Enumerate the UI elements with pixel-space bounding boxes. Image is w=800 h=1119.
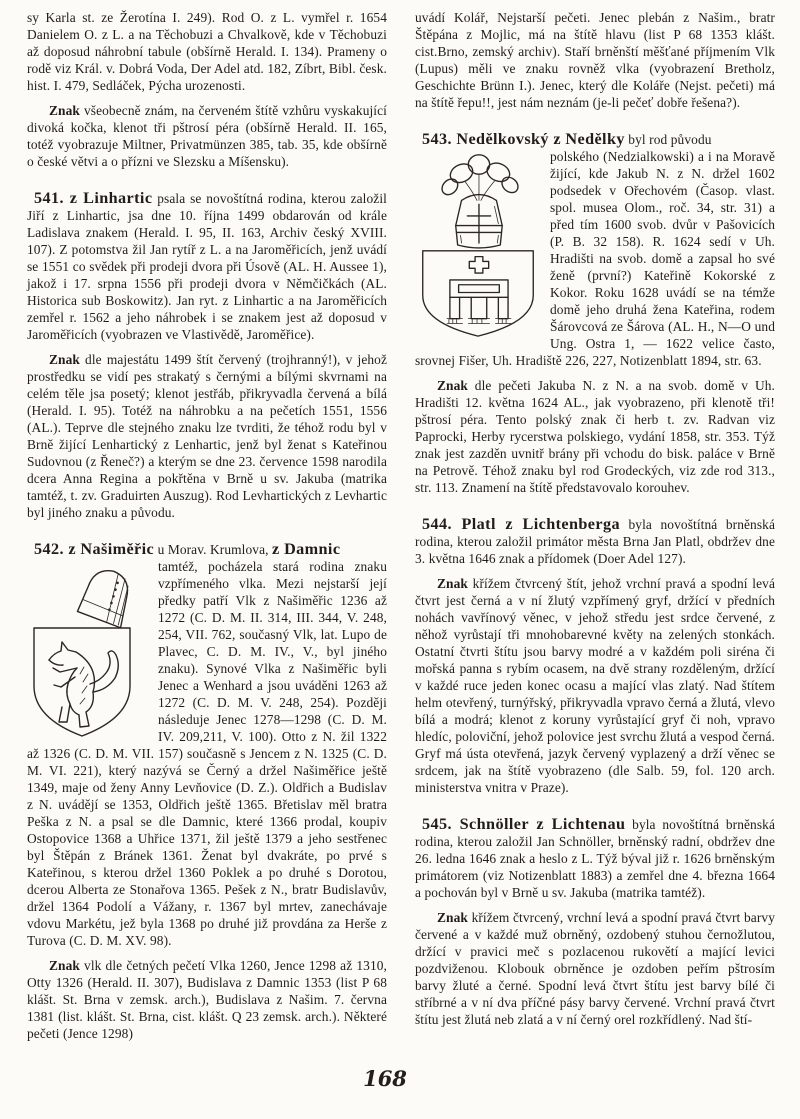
section-541-heading: 541. z Linhartic [34, 189, 153, 207]
znak-lead: Znak [437, 576, 468, 591]
section-542-heading: 542. z Našiměřic [34, 540, 155, 558]
section-544-heading: 544. Platl z Lichtenberga [422, 515, 620, 533]
coat-of-arms-542-wolf-rampant [27, 560, 149, 742]
paragraph-continuation [27, 9, 387, 94]
banner-gate-icon [447, 280, 511, 324]
section-542-heading-middle: u Morav. Krumlova, [154, 542, 273, 557]
znak-text: všeobecně znám, na červeném štítě vzhůru vyskakující divoká kočka, klenot tři pštrosí péra (obšírně Herald. II. 165, totéž vyobrazuje Miltner, Privatmünzen 385, tab. 35, kde obšírně o české větvi a o přízni ve Slezsku a Míšensku). [27, 103, 387, 169]
section-545-znak [415, 909, 775, 1028]
section-544-znak [415, 575, 775, 796]
znak-lead: Znak [49, 103, 80, 118]
section-542-text: tamtéž, pocházela stará rodina znaku vzpřímeného vlka. Mezi nejstarší její předky patří Vlk z Našiměřic 1236 až 1272 (C. D. M. II. 314, III. 344, V. 248, 254, VII. 762, současný Vlk, lat. Lupo de Plavec, C. D. M. IV., V., byl jiného znaku). Synové Vlka z Našiměřic byli Jenec a Wenhard a jsou uváděni 1263 až 1272 (C. D. M. V. 248, 254). Později následuje Jenec 1278—1298 (C. D. M. IV. 209,211, V. 100). Otto z N. žil 1322 až 1326 (C. D. M. VII. 157) současně s Jencem z N. 1325 (C. D. M. VI. 221), který nazývá se Černý a držel Našiměřice ještě 1349, maje od ženy Anny Levňovice (D. Z.). Oldřich a Budislav z N. uvádějí se 1353, Oldřich ještě 1365. Břetislav měl bratra Peška z N. a psal se dle Damnic, které 1366 prodal, koupiv Ostopovice 1368 a Uhřice 1371, žil ještě 1379 a jeho sestřenec byl Štěpán z Bránek 1361. Ženat byl dvakráte, po prvé s Kateřinou, s kterou držel 1360 Poklek a po druhé s Dorotou, dcerou Alberta ze Stonařova 1365. Pešek z N., bratr Budislavův, držel 1364 Podolí a Vážany, r. 1367 byl mrtev, zanechávaje vdovu Markétu, jež byla 1368 po druhé již provdána za Herše z Turova (C. D. M. XV. 98). [27, 559, 387, 948]
section-544-text: byla novoštítná brněnská rodina, kterou založil primátor města Brna Jan Platl, obdržev dne 3. května 1646 znak a přídomek (Doer Adel 127). [415, 517, 775, 566]
section-541-znak [27, 351, 387, 521]
left-column [27, 9, 387, 1067]
znak-lead: Znak [437, 910, 468, 925]
section-543-body [415, 148, 775, 369]
paragraph-continuation [415, 9, 775, 111]
section-544 [415, 516, 775, 567]
znak-text: vlk dle četných pečetí Vlka 1260, Jence 1298 až 1310, Otty 1326 (Herald. II. 307), Budislava z Damnic 1353 (list P 68 klášt. St. Brna v zemsk. arch.), Budislava z Našim. 7. června 1381 (list. klášt. St. Brna, cist. klášt. Q 23 zemsk. arch.). Některé pečeti (Jence 1298) [27, 958, 387, 1041]
right-column [415, 9, 775, 1067]
shield-icon [34, 628, 130, 736]
section-543-znak [415, 377, 775, 496]
section-541-text: psala se novoštítná rodina, kterou založil Jiří z Linhartic, jsa dne 10. října 1499 obdarován od krále Ladislava znakem (Herald. I. 95, II. 163, Archiv český XVIII. 107). Z potomstva žil Jan rytíř z L. a na Jaroměřicích, jenž uvádí se 1551 co svědek při prodeji dvora při Úsově (AL. H. Aussee 1), jakož i 17. srpna 1556 při prodeji dvora v Němčičkách (AL. Historica sub Boskowitz). Jan ryt. z Linhartic a na Jaroměřicích zemřel r. 1562 a jeho náhrobek i se znakem jest až doposud v Jaroměřicích (vyobrazen ve Vlastivědě, Jaroměřice). [27, 191, 387, 342]
section-543-text: polského (Nedzialkowski) a i na Moravě žijící, kde Jakub N. z N. držel 1602 podsedek v Ořechovém (Časop. vlast. spol. musea Olom., roč. 34, str. 31) a před tím 1600 svob. dvůr v Pašovicích (P. B. 32 158). R. 1624 sedí v Uh. Hradišti na svob. domě a zapsal ho své ženě (první?) Kateřině Kokorské z Kokor. Roku 1628 uvádí se na témže domě jeho druhá žena Kateřina, rodem Šárovcová ze Šárova (AL. H., N—O und Ung. Ostra 1, — 1622 velice často, srovnej Fišer, Uh. Hradiště 226, 227, Notizenblatt 1894, str. 63. [415, 149, 775, 368]
section-543-heading-line [415, 131, 775, 148]
paragraph-znak-kocka [27, 102, 387, 170]
section-545-text: byla novoštítná brněnská rodina, kterou založil Jan Schnöller, brněnský radní, obdržev dne 26. ledna 1646 znak a heslo z L. Týž býval již r. 1626 brněnským primátorem (viz Notizenblatt 1883) a zemřel dne 4. března 1664 a pochován byl v Brně u sv. Jakuba (matrika tamtéž). [415, 817, 775, 900]
cross-icon [469, 257, 488, 273]
znak-lead: Znak [49, 958, 80, 973]
coat-of-arms-543-helm-plumes-banner [415, 150, 541, 340]
page-number: 168 [363, 1066, 407, 1091]
znak-text: dle majestátu 1499 štít červený (trojhranný!), v jehož prostředku se vidí pes strakatý s černými a bílými skvrnami na celém těle jsa posetý; klenot jestřáb, přikryvadla červená a bílá (Herald. I. 95). Totéž na náhrobku a na pečetích 1551, 1556 (AL.). Teprve dle stejného znaku lze tvrditi, že téhož rodu byl v Brně žijící Lenhartický z Lenhartic, jenž byl ženat s Kateřinou Sudovnou (z Řeneč?) a kterým se dne 23. července 1598 narodila dcera Anna Regina a pokřtěna v Brně u sv. Jakuba (matrika tamtéž, t. zv. Graduirten Auszug). Rod Levhartických z Levhartic byl jiného znaku a původu. [27, 352, 387, 520]
ostrich-plumes-icon [439, 155, 521, 201]
znak-text: dle pečeti Jakuba N. z N. a na svob. domě v Uh. Hradišti 12. května 1624 AL., jak vyobrazeno, při klenotě tři! pštrosí péra. Tento polský znak či herb t. zv. Radvan viz Paprocki, Herby rycerstwa polskiego, vydání 1858, str. 353. Týž znak jest zazděn uvnitř brány při vchodu do bisk. paláce v Brně na Petrově. Téhož znaku byl rod Grodeckých, viz zde rod 313., str. 113. Znamení na štítě představovalo korouhev. [415, 378, 775, 495]
section-542-znak [27, 957, 387, 1042]
znak-lead: Znak [437, 378, 468, 393]
paragraph-continuation-text: sy Karla st. ze Žerotína I. 249). Rod O. z L. vymřel r. 1654 Danielem O. z L. a na Těchobuzi a Chvalkově, kde v Těchobuzi až doposud náhrobní tabule (obšírně Herald. I. 134). Prameny o rodě viz Král. v. Dobrá Voda, Der Adel atd. 182, Zíbrt, Bibl. česk. hist. I. 479, Sedláček, Pýcha urozenosti. [27, 10, 387, 93]
section-542-heading-2: z Damnic [272, 540, 341, 558]
section-542-body [27, 558, 387, 949]
section-545-heading: 545. Schnöller z Lichtenau [422, 815, 626, 833]
znak-text: křížem čtvrcený, vrchní levá a spodní pravá čtvrt barvy červené a v každé muž obrněný, ozdobený stuhou černožlutou, držící v pravici meč s pozlacenou rukovětí a mající levici pozdviženou. Klobouk obrněnce je ozdoben peřím pštrosím barvy žluté a černé. Spodní levá čtvrt štítu jest barvy bílé či stříbrné a v ní dva příčné pásy barvy červené. Vrchní pravá čtvrt štítu jest žlutá neb zlatá a v ní černý orel rozkřídlený. Nad ští- [415, 910, 775, 1027]
great-helm-icon [456, 195, 503, 248]
section-545 [415, 816, 775, 901]
znak-lead: Znak [49, 352, 80, 367]
section-543-lead-text: byl rod původu [624, 132, 712, 147]
paragraph-continuation-text: uvádí Kolář, Nejstarší pečeti. Jenec plebán z Našim., bratr Štěpána z Mojlic, má na štítě hlavu (list P 68 1353 klášt. cist.Brno, zemský archiv). Staří brněnští měšťané příjmením Vlk (Lupus) měli ve znaku rovněž vlka (vyobrazení Bretholz, Geschichte Brünn I.). Jenec, který dle Koláře (Nejst. pečeti) má na štítě řepu!!, jest nám neznám (je-li pečeť dobře řešena?). [415, 10, 775, 110]
section-542-heading-line [27, 541, 387, 558]
section-543-heading: 543. Nedělkovský z Nedělky [422, 130, 625, 148]
znak-text: křížem čtvrcený štít, jehož vrchní pravá a spodní levá čtvrt jest černá a v ní žlutý vzpřímený gryf, držící v předních nohách vavřínový věnec, v jehož středu jest srdce červené, z něhož vyrůstají tři mnohobarevné květy na zelených stonkách. Ostatní čtvrti štítu jsou barvy modré a v každém poli siréna či mořská panna s rybím ocasem, na dvě strany rozděleným, držící v každé ruce jeden konec ocasu a mající vlas zlatý. Nad štítem helm otevřený, turnýřský, přikryvadla vpravo černá a žlutá, vlevo bílá a modrá; klenot z koruny vyrůstající gryf či noh, vpravo hledíc, poloviční, jehož polovice jest svrchu žlutá a vespod černá. Gryf má ústa otevřená, jazyk červený vyplazený a drží věnec se srdcem, jak na štítě vyobrazeno (dle Salb. 59, fol. 120 arch. ministerstva vnitra v Praze). [415, 576, 775, 795]
section-541 [27, 190, 387, 343]
wolf-rampant-icon [49, 642, 118, 727]
tilted-helm-icon [77, 565, 136, 628]
